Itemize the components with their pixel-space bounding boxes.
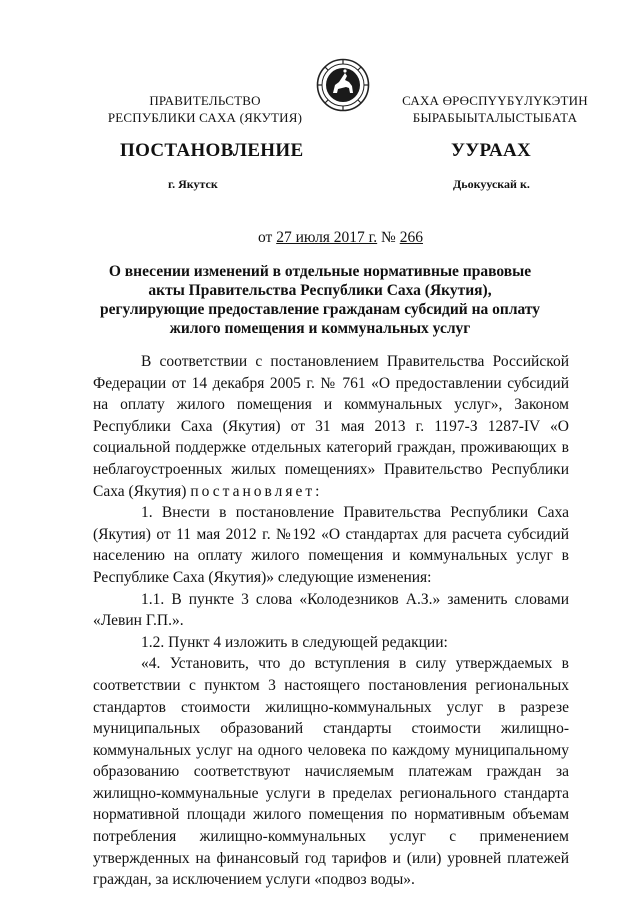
org-name-ru-line2: РЕСПУБЛИКИ САХА (ЯКУТИЯ): [107, 110, 303, 125]
coat-of-arms-icon: [316, 58, 370, 112]
date-prefix: от: [258, 229, 277, 246]
operative-verb: постановляет:: [190, 482, 323, 500]
doc-type-sah: УУРААХ: [451, 140, 532, 161]
decree-body: [93, 351, 569, 891]
org-name-sah-line2: БЫРАБЫЫТАЛЫСТЫБАТА: [412, 110, 578, 125]
paragraph-1-2: 1.2. Пункт 4 изложить в следующей редакции:: [141, 633, 448, 651]
org-name-ru-line1: ПРАВИТЕЛЬСТВО: [149, 93, 261, 108]
header-right: [385, 92, 605, 126]
number-prefix: №: [377, 229, 400, 246]
doc-type-ru: ПОСТАНОВЛЕНИЕ: [120, 140, 304, 161]
date-line: [258, 229, 423, 247]
decree-number: 266: [399, 229, 423, 246]
header-left: [100, 92, 310, 126]
paragraph-1-1: 1.1. В пункте 3 слова «Колодезников А.З.» заменить словами «Левин Г.П.».: [93, 590, 569, 630]
preamble-text: В соответствии с постановлением Правительства Российской Федерации от 14 декабря 2005 г. № 761 «О предоставлении субсидий на оплату жилого помещения и коммунальных услуг», Законом Республики Саха (Якутия) от 31 мая 2013 г. 1197-З 1287-IV «О социальной поддержке отдельных категорий граждан, проживающих в неблагоустроенных жилых помещениях» Правительство Республики Саха (Якутия): [93, 353, 569, 500]
paragraph-preamble: [93, 351, 569, 502]
paragraph-quoted-4: «4. Установить, что до вступления в силу утверждаемых в соответствии с пунктом 3 настоящего постановления региональных стандартов стоимости жилищно-коммунальных услуг в разрезе муниципальных образований стандарты стоимости жилищно-коммунальных услуг на одного человека по каждому муниципальному образованию соответствуют начисляемым платежам граждан за жилищно-коммунальные услуги в пределах регионального стандарта нормативной площади жилого помещения по нормативным объемам потребления жилищно-коммунальных услуг с применением утвержденных на финансовый год тарифов и (или) уровней платежей граждан, за исключением услуги «подвоз воды».: [93, 655, 569, 889]
city-ru: г. Якутск: [168, 177, 218, 191]
decree-date: 27 июля 2017 г.: [276, 229, 378, 246]
org-name-sah-line1: САХА ӨРӨСПҮҮБҮЛҮКЭТИН: [402, 93, 588, 108]
paragraph-1: 1. Внести в постановление Правительства Республики Саха (Якутия) от 11 мая 2012 г. №192 «О стандартах для расчета субсидий населению на оплату жилого помещения и коммунальных услуг в Республике Саха (Якутия)» следующие изменения:: [93, 504, 569, 586]
decree-title: О внесении изменений в отдельные нормативные правовые акты Правительства Республики Саха (Якутия), регулирующие предоставление гражданам субсидий на оплату жилого помещения и коммунальных услуг: [99, 263, 541, 337]
city-sah: Дьокуускай к.: [453, 177, 530, 191]
